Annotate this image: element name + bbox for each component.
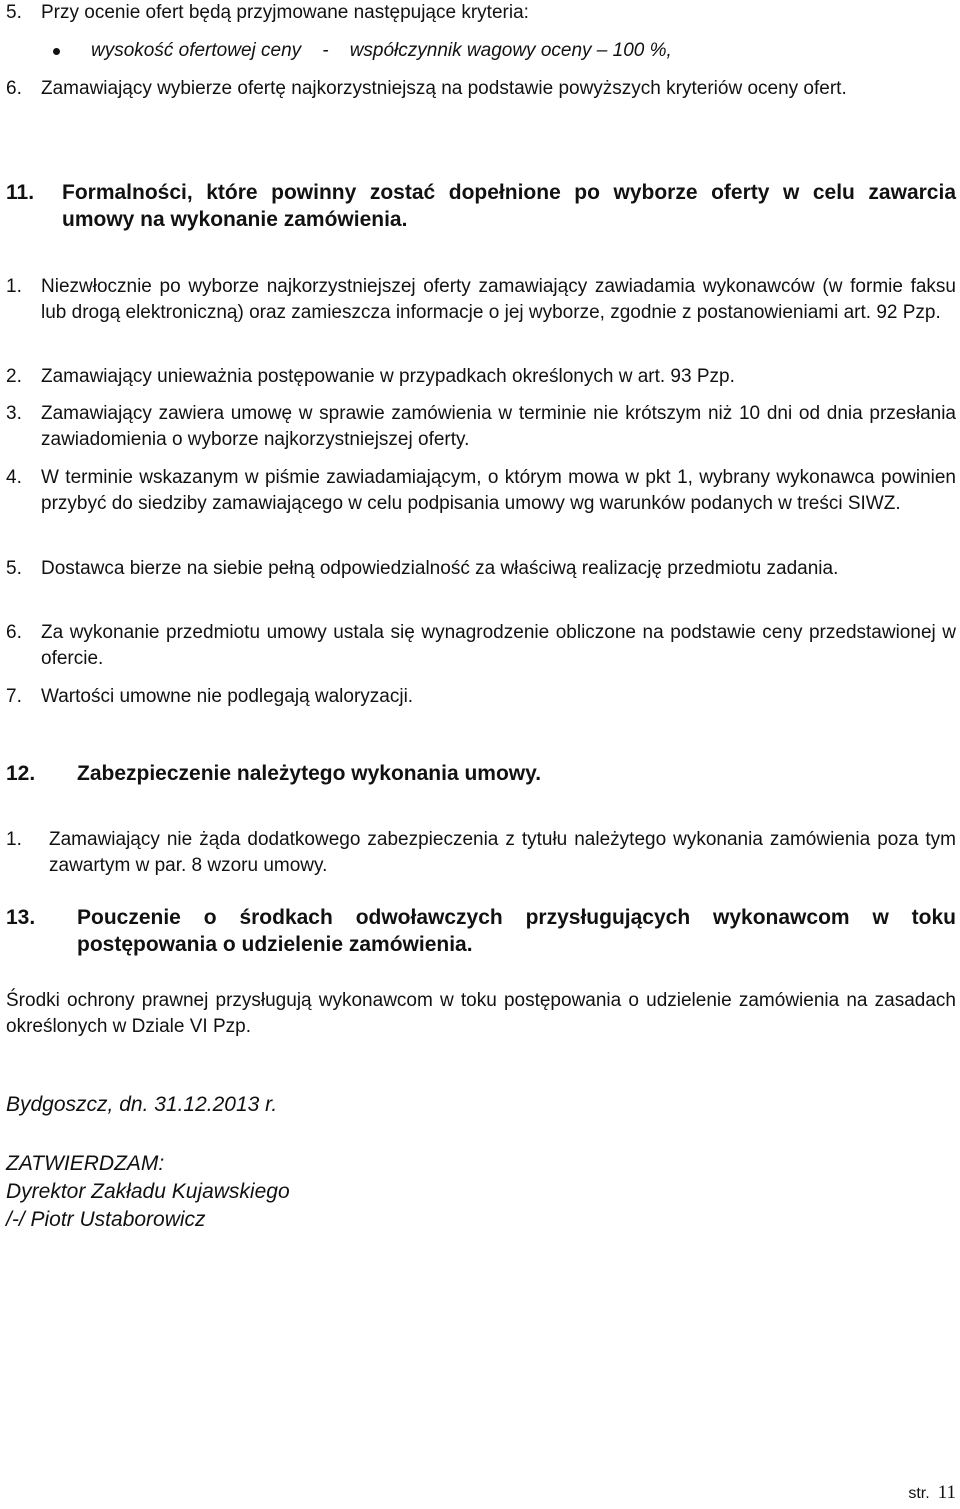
section-13-title: Pouczenie o środkach odwoławczych przysługujących wykonawcom w toku postępowania o udzielenie zamówienia. [77, 906, 956, 956]
signatory-name: /-/ Piotr Ustaborowicz [6, 1208, 206, 1231]
page-label: str. [908, 1485, 930, 1502]
item-number: 1. [6, 276, 22, 297]
page-footer [908, 1480, 956, 1507]
item-text: Dostawca bierze na siebie pełną odpowiedzialność za właściwą realizację przedmiotu zadania. [41, 558, 839, 579]
item-number: 3. [6, 403, 22, 424]
place-date: Bydgoszcz, dn. 31.12.2013 r. [6, 1093, 278, 1116]
section-11-item [6, 684, 956, 710]
section-12-number: 12. [6, 762, 36, 785]
section-11-item [6, 401, 956, 453]
bullet-icon [53, 48, 60, 55]
item-number: 4. [6, 467, 22, 488]
section-11-number: 11. [6, 181, 35, 204]
item-text: Zamawiający nie żąda dodatkowego zabezpieczenia z tytułu należytego wykonania zamówienia poza tym zawartym w par. 8 wzoru umowy. [49, 829, 956, 876]
approval-label: ZATWIERDZAM: [6, 1152, 165, 1175]
item-6-text: Zamawiający wybierze ofertę najkorzystniejszą na podstawie powyższych kryteriów oceny ofert. [41, 78, 847, 99]
section-11-item [6, 274, 956, 326]
section-11-item [6, 364, 956, 390]
document-page [6, 0, 956, 1509]
item-text: Zamawiający unieważnia postępowanie w przypadkach określonych w art. 93 Pzp. [41, 366, 735, 387]
section-12-heading [6, 760, 956, 787]
section-11-heading [6, 179, 956, 233]
section-11-item [6, 620, 956, 672]
section-12-item [6, 827, 956, 879]
item-6-number: 6. [6, 78, 22, 99]
criteria-number: 5. [6, 2, 22, 23]
criteria-item [6, 0, 956, 61]
page-number: 11 [937, 1482, 956, 1503]
section-11-item [6, 556, 956, 582]
section-12-title: Zabezpieczenie należytego wykonania umowy. [77, 762, 542, 785]
criteria-bullet-text: wysokość ofertowej ceny - współczynnik wagowy oceny – 100 %, [91, 40, 672, 61]
item-text: Za wykonanie przedmiotu umowy ustala się wynagrodzenie obliczone na podstawie ceny przedstawionej w ofercie. [41, 622, 956, 669]
signatory-role: Dyrektor Zakładu Kujawskiego [6, 1180, 290, 1203]
section-11-item [6, 465, 956, 517]
item-number: 1. [6, 829, 22, 850]
item-text: Wartości umowne nie podlegają waloryzacji. [41, 686, 414, 707]
section-13-number: 13. [6, 906, 36, 929]
item-number: 7. [6, 686, 22, 707]
item-number: 2. [6, 366, 22, 387]
item-text: W terminie wskazanym w piśmie zawiadamiającym, o którym mowa w pkt 1, wybrany wykonawca powinien przybyć do siedziby zamawiającego w celu podpisania umowy wg warunków podanych w treści SIWZ. [41, 467, 956, 514]
item-number: 5. [6, 558, 22, 579]
criteria-text: Przy ocenie ofert będą przyjmowane następujące kryteria: [41, 2, 529, 23]
section-11-title: Formalności, które powinny zostać dopełnione po wyborze oferty w celu zawarcia umowy na wykonanie zamówienia. [62, 181, 956, 231]
item-text: Niezwłocznie po wyborze najkorzystniejszej oferty zamawiający zawiadamia wykonawców (w formie faksu lub drogą elektroniczną) oraz zamieszcza informacje o jej wyborze, zgodnie z postanowieniami art. 92 Pzp. [41, 276, 956, 323]
section-13-heading [6, 904, 956, 958]
item-text: Zamawiający zawiera umowę w sprawie zamówienia w terminie nie krótszym niż 10 dni od dnia przesłania zawiadomienia o wyborze najkorzystniejszej oferty. [41, 403, 956, 450]
item-number: 6. [6, 622, 22, 643]
section-13-body: Środki ochrony prawnej przysługują wykonawcom w toku postępowania o udzielenie zamówienia na zasadach określonych w Dziale VI Pzp. [6, 990, 956, 1037]
item-6 [6, 76, 956, 102]
